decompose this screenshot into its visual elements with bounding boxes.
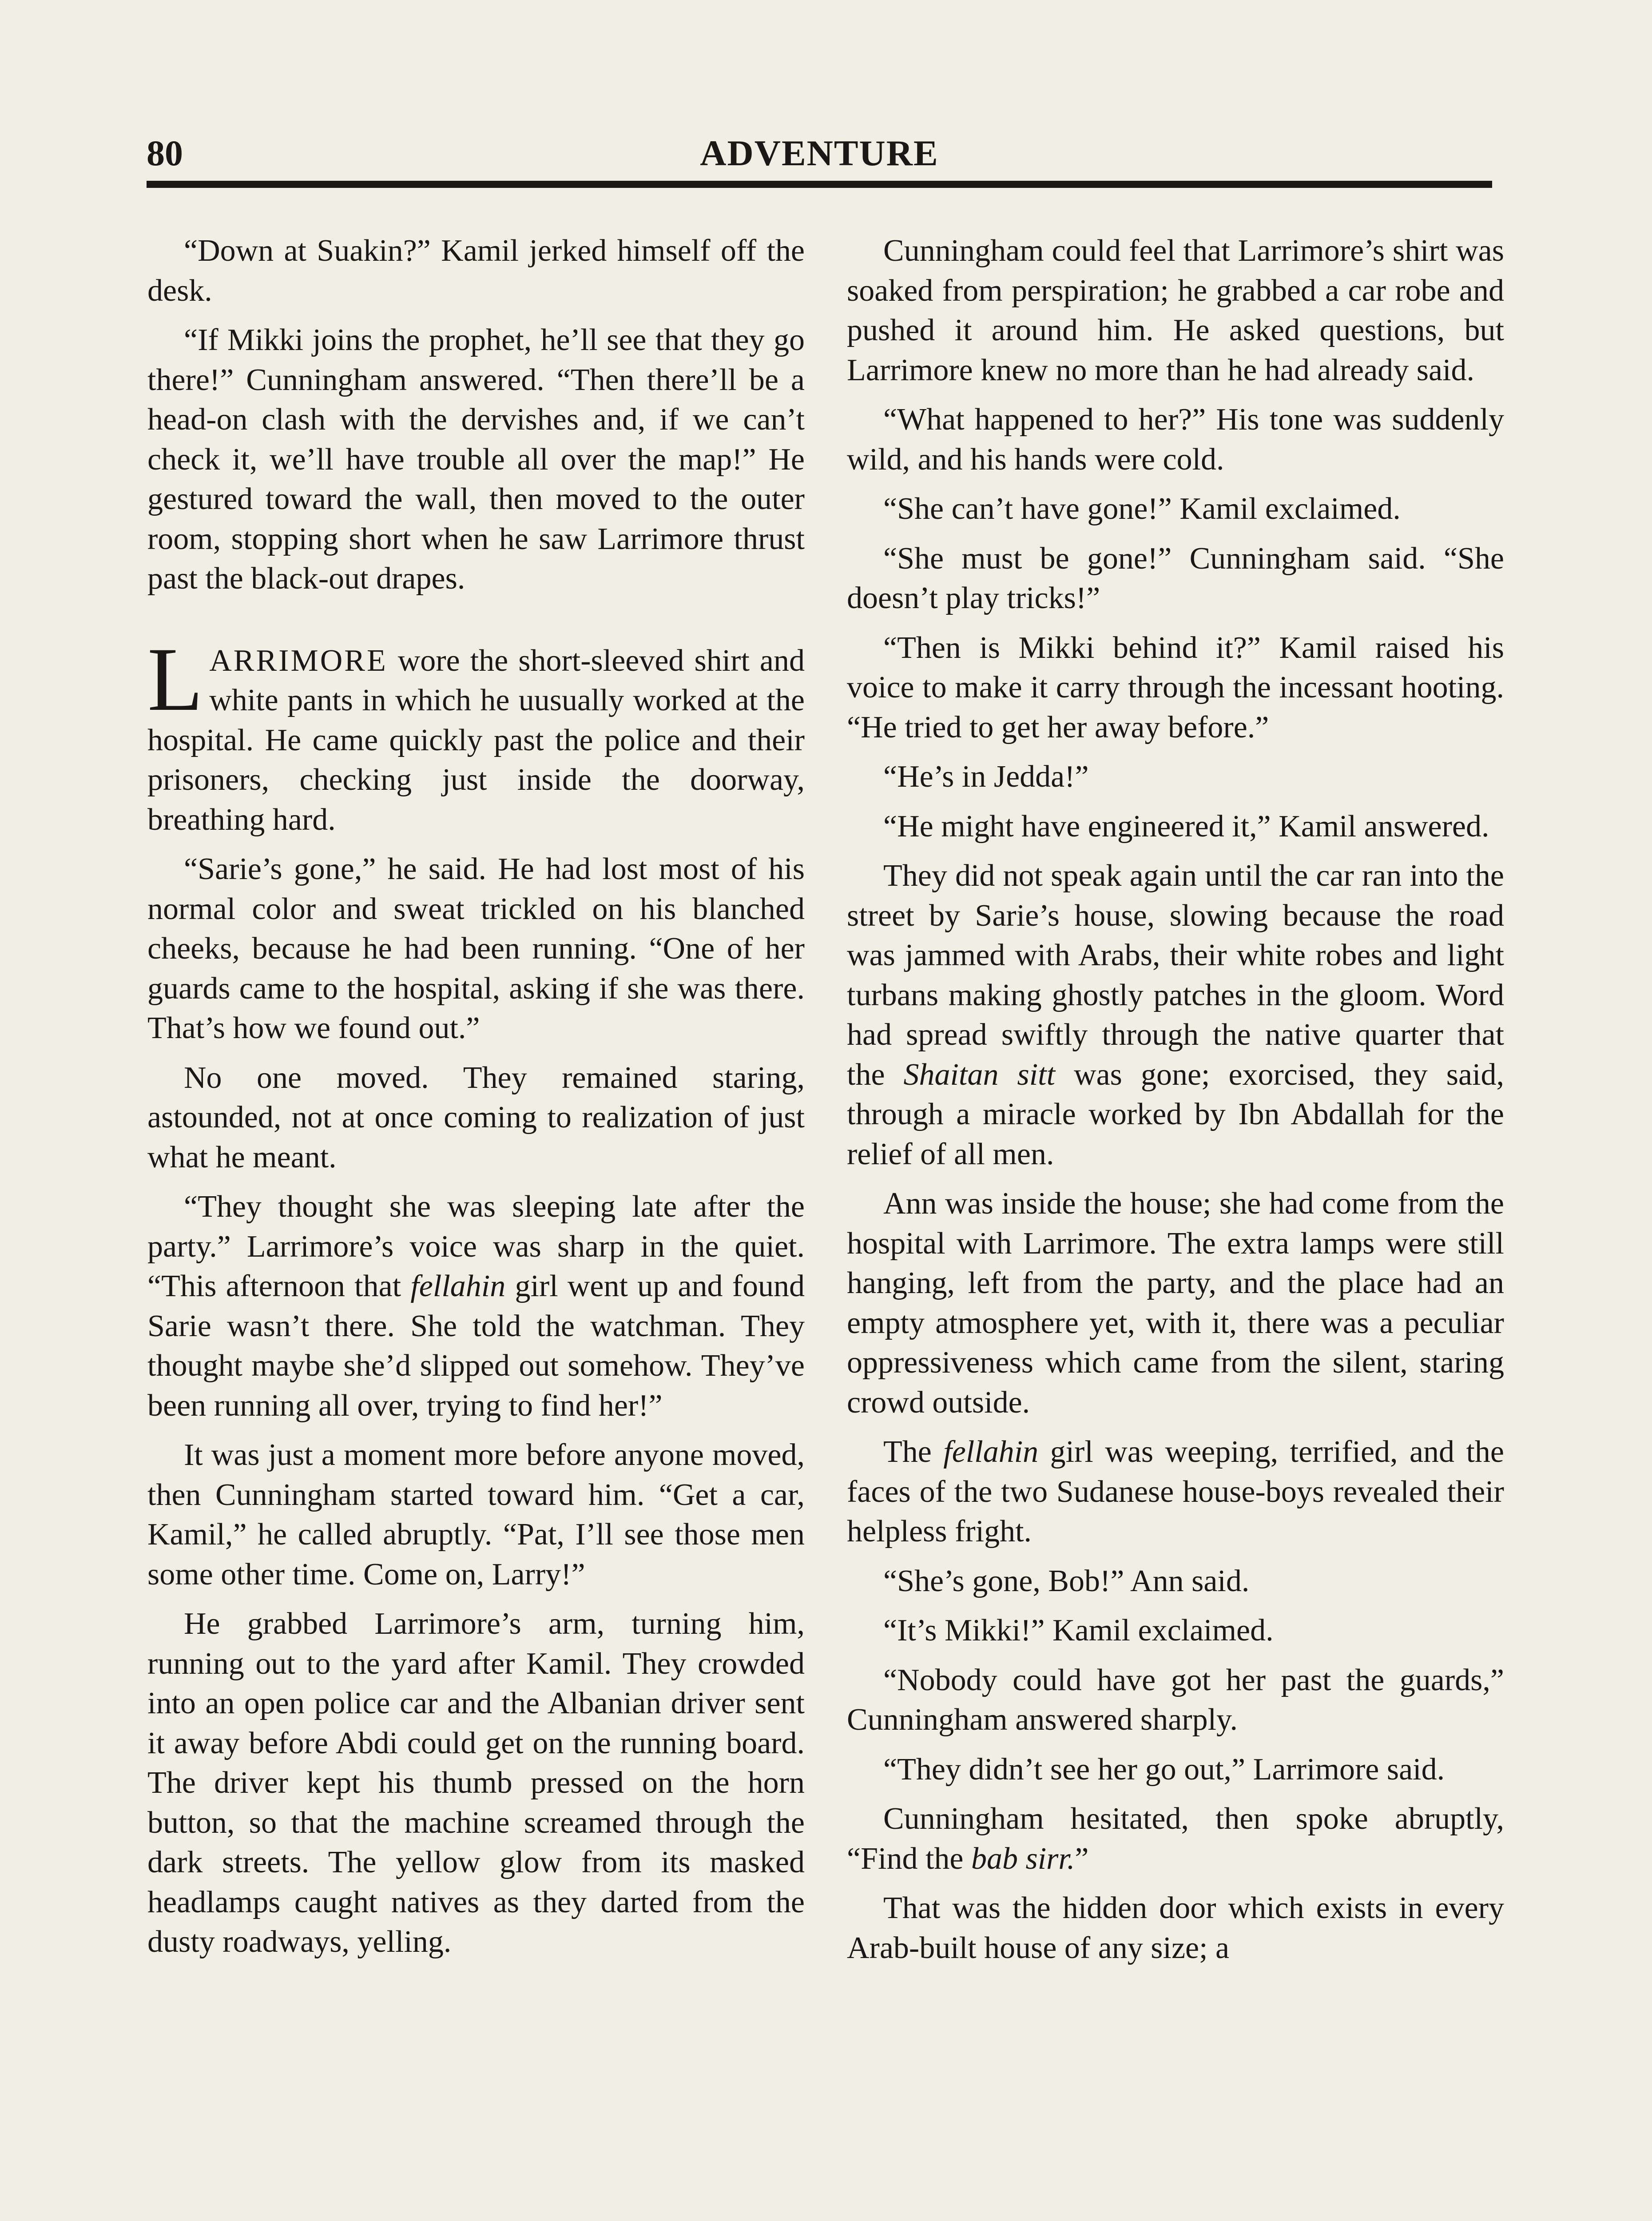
paragraph-text: They did not speak again until the car ran into the street by Sarie’s house, slowing because the road was jammed with Arabs, their white robes and light turbans making ghostly patches in the gloom. Word had spread swiftly through the native quarter that the xyxy=(847,859,1504,1092)
paragraph: “It’s Mikki!” Kamil exclaimed. xyxy=(883,1613,1274,1648)
paragraph-text: wore the short-sleeved shirt and white pants in which he uusually worked at the hospital. He came quickly past the police and their prisoners, checking just inside the doorway, breathing hard. xyxy=(147,643,805,837)
paragraph: “Sarie’s gone,” he said. He had lost most of his normal color and sweat trickled on his blanched cheeks, because he had been running. “One of her guards came to the hospital, asking if she was there. That’s how we found out.” xyxy=(147,852,805,1045)
paragraph: “Nobody could have got her past the guards,” Cunningham answered sharply. xyxy=(847,1663,1504,1737)
paragraph-text: girl went up and found Sarie wasn’t there. She told the watchman. They thought maybe she’d slipped out somehow. They’ve been running all over, trying to find her!” xyxy=(147,1269,805,1423)
paragraph: Ann was inside the house; she had come from the hospital with Larrimore. The extra lamps were still hanging, left from the party, and the place had an empty atmosphere yet, with it, there was a peculiar oppressiveness which came from the silent, staring crowd outside. xyxy=(847,1186,1504,1420)
section-opening-paragraph xyxy=(147,629,805,840)
paragraph-text: “They thought she was sleeping late after the party.” Larrimore’s voice was sharp in the quiet. “This afternoon that xyxy=(147,1190,805,1303)
paragraph-text: The xyxy=(883,1435,944,1469)
paragraph-text: ” xyxy=(1075,1841,1089,1876)
paragraph: “What happened to her?” His tone was suddenly wild, and his hands were cold. xyxy=(847,402,1504,477)
paragraph: “If Mikki joins the prophet, he’ll see that they go there!” Cunningham answered. “Then there’ll be a head-on clash with the dervishes and, if we can’t check it, we’ll have trouble all over the map!” He gestured toward the wall, then moved to the outer room, stopping short when he saw Larrimore thrust past the black-out drapes. xyxy=(147,323,805,596)
drop-cap: L xyxy=(147,629,203,730)
paragraph-text: Cunningham hesitated, then spoke abruptly, “Find the xyxy=(847,1802,1504,1876)
paragraph: “They didn’t see her go out,” Larrimore said. xyxy=(883,1752,1445,1787)
paragraph: Cunningham could feel that Larrimore’s shirt was soaked from perspiration; he grabbed a car robe and pushed it around him. He asked questions, but Larrimore knew no more than he had already said. xyxy=(847,234,1504,387)
paragraph: No one moved. They remained staring, astounded, not at once coming to realization of just what he meant. xyxy=(147,1060,805,1174)
paragraph: “He’s in Jedda!” xyxy=(883,760,1089,794)
page-header xyxy=(147,129,1492,178)
paragraph: He grabbed Larrimore’s arm, turning him, running out to the yard after Kamil. They crowded into an open police car and the Albanian driver sent it away before Abdi could get on the running board. The driver kept his thumb pressed on the horn button, so that the machine screamed through the dark streets. The yellow glow from its masked headlamps caught natives as they darted from the dusty roadways, yelling. xyxy=(147,1607,805,1959)
paragraph-text: girl was weeping, terrified, and the faces of the two Sudanese house-boys revealed their helpless fright. xyxy=(847,1435,1505,1548)
paragraph xyxy=(847,856,1504,1174)
paragraph: “Then is Mikki behind it?” Kamil raised his voice to make it carry through the incessant hooting. “He tried to get her away before.” xyxy=(847,630,1504,744)
paragraph xyxy=(147,1187,805,1425)
right-column xyxy=(847,231,1504,1978)
small-caps-lead: ARRIMORE xyxy=(209,643,388,678)
paragraph: “He might have engineered it,” Kamil answered. xyxy=(883,809,1489,844)
italic-term: fellahin xyxy=(943,1435,1039,1469)
header-rule xyxy=(147,181,1492,188)
paragraph: That was the hidden door which exists in every Arab-built house of any size; a xyxy=(847,1891,1504,1965)
italic-term: bab sirr. xyxy=(971,1841,1075,1876)
paragraph: “Down at Suakin?” Kamil jerked himself off the desk. xyxy=(147,234,805,308)
page-number: 80 xyxy=(147,133,183,173)
paragraph xyxy=(847,1799,1504,1879)
paragraph: “She must be gone!” Cunningham said. “She doesn’t play tricks!” xyxy=(847,541,1504,615)
paragraph: “She’s gone, Bob!” Ann said. xyxy=(883,1564,1250,1598)
italic-term: fellahin xyxy=(410,1269,506,1303)
left-column xyxy=(147,231,805,1972)
italic-term: Shaitan sitt xyxy=(903,1057,1056,1092)
paragraph-text: was gone; exorcised, they said, through a miracle worked by Ibn Abdallah for the relief of all men. xyxy=(847,1057,1504,1171)
paragraph: “She can’t have gone!” Kamil exclaimed. xyxy=(883,492,1401,526)
paragraph: It was just a moment more before anyone moved, then Cunningham started toward him. “Get a car, Kamil,” he called abruptly. “Pat, I’ll see those men some other time. Come on, Larry!” xyxy=(147,1438,805,1592)
running-title: ADVENTURE xyxy=(700,133,939,173)
paragraph xyxy=(847,1432,1504,1552)
